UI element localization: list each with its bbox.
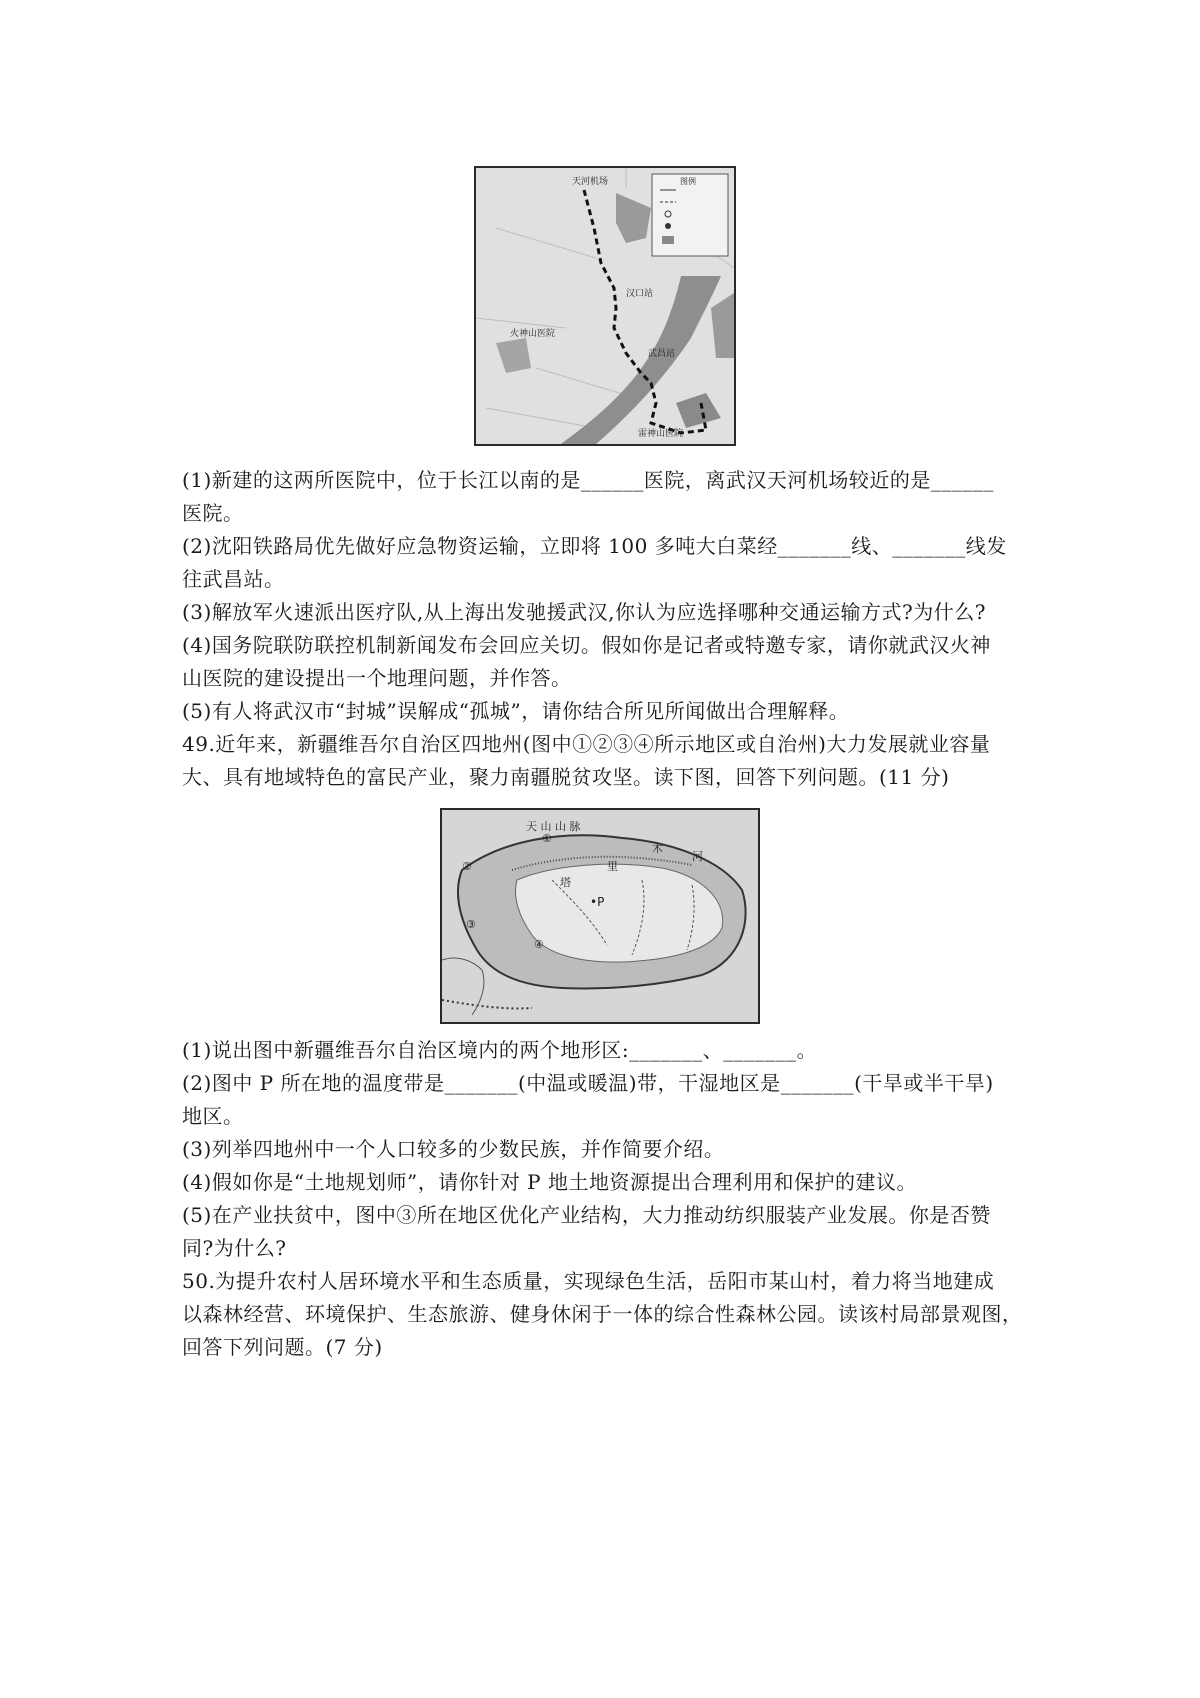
marker-4: ④ xyxy=(534,938,544,951)
tianshan-label: 天 山 山 脉 xyxy=(526,820,581,833)
xinjiang-map-graphic xyxy=(442,810,758,1022)
q48-sub4-line1: (4)国务院联防联控机制新闻发布会回应关切。假如你是记者或特邀专家，请你就武汉火神 xyxy=(182,633,991,657)
wuhan-map xyxy=(474,166,736,446)
q50-stem-line3: 回答下列问题。(7 分) xyxy=(182,1335,383,1359)
q49-sub5 xyxy=(182,1199,1024,1265)
wuhan-map-graphic xyxy=(476,168,734,444)
leishenshan-label: 雷神山医院 xyxy=(638,429,684,439)
q50-stem xyxy=(182,1265,1024,1364)
marker-1: ① xyxy=(542,832,552,845)
tarim-label-1: 塔 xyxy=(560,876,571,889)
q48-sub1-line2: 医院。 xyxy=(182,501,244,525)
q49-stem-line2: 大、具有地域特色的富民产业，聚力南疆脱贫攻坚。读下图，回答下列问题。(11 分) xyxy=(182,765,950,789)
tarim-label-2: 里 xyxy=(607,860,618,873)
q48-sub2-line1: (2)沈阳铁路局优先做好应急物资运输，立即将 100 多吨大白菜经_______线、_______线发 xyxy=(182,534,1007,558)
q49-stem xyxy=(182,728,1024,794)
q48-sub1 xyxy=(182,464,1024,530)
marker-3: ③ xyxy=(466,918,476,931)
q48-sub2-line2: 往武昌站。 xyxy=(182,567,285,591)
q48-sub5: (5)有人将武汉市“封城”误解成“孤城”，请你结合所见所闻做出合理解释。 xyxy=(182,699,850,723)
q48-sub1-line1: (1)新建的这两所医院中，位于长江以南的是______医院，离武汉天河机场较近的是______ xyxy=(182,468,994,492)
legend-title: 图例 xyxy=(680,177,696,186)
tarim-label-3: 木 xyxy=(652,842,663,855)
wuchang-station-label: 武昌站 xyxy=(648,349,676,359)
q50-stem-line1: 50.为提升农村人居环境水平和生态质量，实现绿色生活，岳阳市某山村，着力将当地建成 xyxy=(182,1269,995,1293)
q48-sub4 xyxy=(182,629,1024,695)
q49-sub1: (1)说出图中新疆维吾尔自治区境内的两个地形区:_______、_______。 xyxy=(182,1038,818,1062)
huoshenshan-label: 火神山医院 xyxy=(510,329,556,339)
q48-sub3: (3)解放军火速派出医疗队,从上海出发驰援武汉,你认为应选择哪种交通运输方式?为什么? xyxy=(182,600,986,624)
point-p-label: •P xyxy=(590,895,605,909)
marker-2: ② xyxy=(462,860,472,873)
tarim-label-4: 河 xyxy=(692,850,703,863)
q49-sub2-line1: (2)图中 P 所在地的温度带是_______(中温或暖温)带，干湿地区是_______(干旱或半干旱) xyxy=(182,1071,994,1095)
q50-stem-line2: 以森林经营、环境保护、生态旅游、健身休闲于一体的综合性森林公园。读该村局部景观图， xyxy=(182,1302,1023,1326)
q49-sub2 xyxy=(182,1067,1024,1133)
q49-sub3: (3)列举四地州中一个人口较多的少数民族，并作简要介绍。 xyxy=(182,1137,725,1161)
hankou-station-label: 汉口站 xyxy=(626,289,654,299)
q49-stem-line1: 49.近年来，新疆维吾尔自治区四地州(图中①②③④所示地区或自治州)大力发展就业容量 xyxy=(182,732,991,756)
q49-sub4: (4)假如你是“土地规划师”，请你针对 P 地土地资源提出合理利用和保护的建议。 xyxy=(182,1170,917,1194)
q49-sub2-line2: 地区。 xyxy=(182,1104,244,1128)
xinjiang-map xyxy=(440,808,760,1024)
q49-sub5-line1: (5)在产业扶贫中，图中③所在地区优化产业结构，大力推动纺织服装产业发展。你是否赞 xyxy=(182,1203,991,1227)
airport-label: 天河机场 xyxy=(572,177,609,187)
q48-sub2 xyxy=(182,530,1024,596)
q48-sub4-line2: 山医院的建设提出一个地理问题，并作答。 xyxy=(182,666,572,690)
q49-sub5-line2: 同?为什么? xyxy=(182,1236,287,1260)
